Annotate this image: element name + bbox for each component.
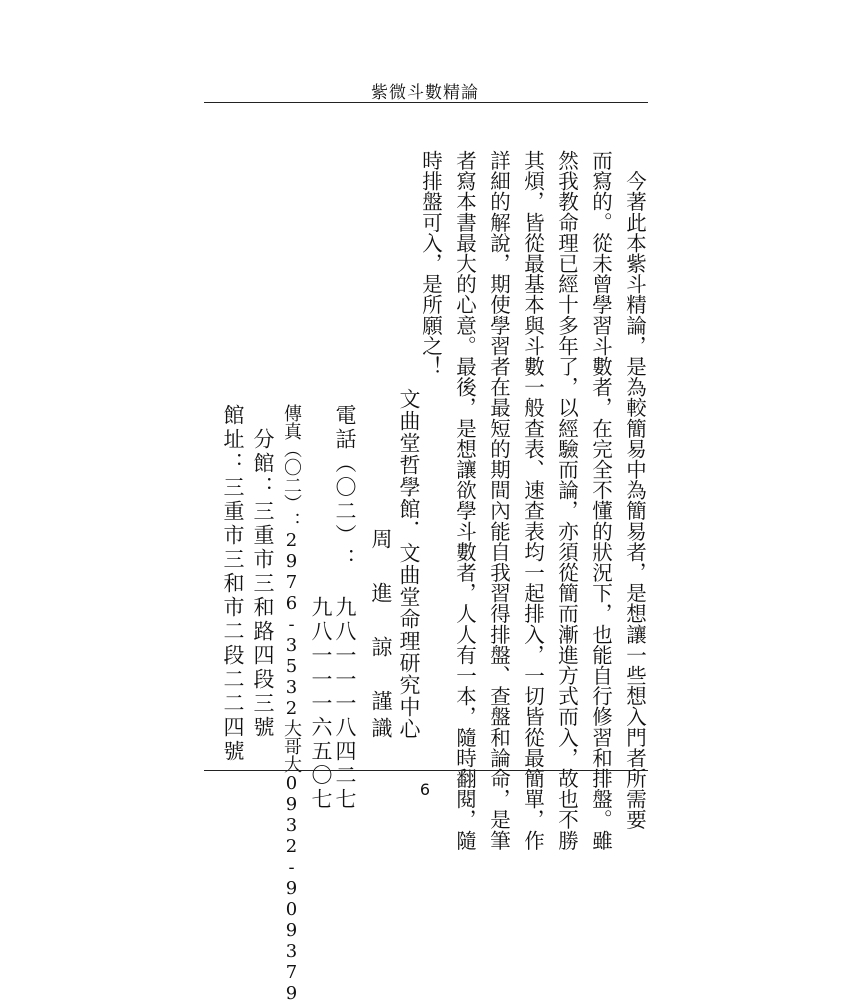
body-column-3: 然我教命理已經十多年了，以經驗而論，亦須從簡而漸進方式而入，故也不勝 bbox=[554, 150, 579, 851]
contact-phone-2: 九八一一一六五〇七 bbox=[309, 404, 333, 812]
contact-phone: 電話（〇二）： 九八一一一八四二七 bbox=[333, 404, 357, 812]
header-rule bbox=[204, 102, 648, 103]
body-column-6: 者寫本書最大的心意。最後，是想讓欲學斗數者，人人有一本，隨時翻閱，隨 bbox=[452, 150, 477, 851]
hall-address: 館址：三重市三和市二段二二四號 bbox=[221, 404, 245, 764]
signature-org: 文曲堂哲學館．文曲堂命理研究中心 bbox=[397, 388, 421, 740]
branch-address: 分館：三重市三和路四段三號 bbox=[251, 404, 275, 740]
body-column-2: 而寫的。從未曾學習斗數者，在完全不懂的狀況下，也能自行修習和排盤。雖 bbox=[588, 150, 613, 851]
page-number: 6 bbox=[419, 780, 431, 799]
footer-rule bbox=[204, 770, 648, 771]
body-column-7: 時排盤可入，是所願之！ bbox=[418, 150, 443, 377]
signature-author: 周 進 諒 謹識 bbox=[369, 528, 393, 744]
body-column-5: 詳細的解說，期使學習者在最短的期間內能自我習得排盤、查盤和論命，是筆 bbox=[486, 150, 511, 851]
body-column-4: 其煩，皆從最基本與斗數一般查表、速查表均一起排入，一切皆從最簡單，作 bbox=[520, 150, 545, 851]
running-header-title: 紫微斗數精論 bbox=[371, 83, 479, 103]
contact-fax: 傳真（〇二）：2976-3532大哥大0932-909379 bbox=[281, 404, 302, 1004]
body-column-1: 今著此本紫斗精論，是為較簡易中為簡易者，是想讓一些想入門者所需要 bbox=[622, 150, 647, 830]
